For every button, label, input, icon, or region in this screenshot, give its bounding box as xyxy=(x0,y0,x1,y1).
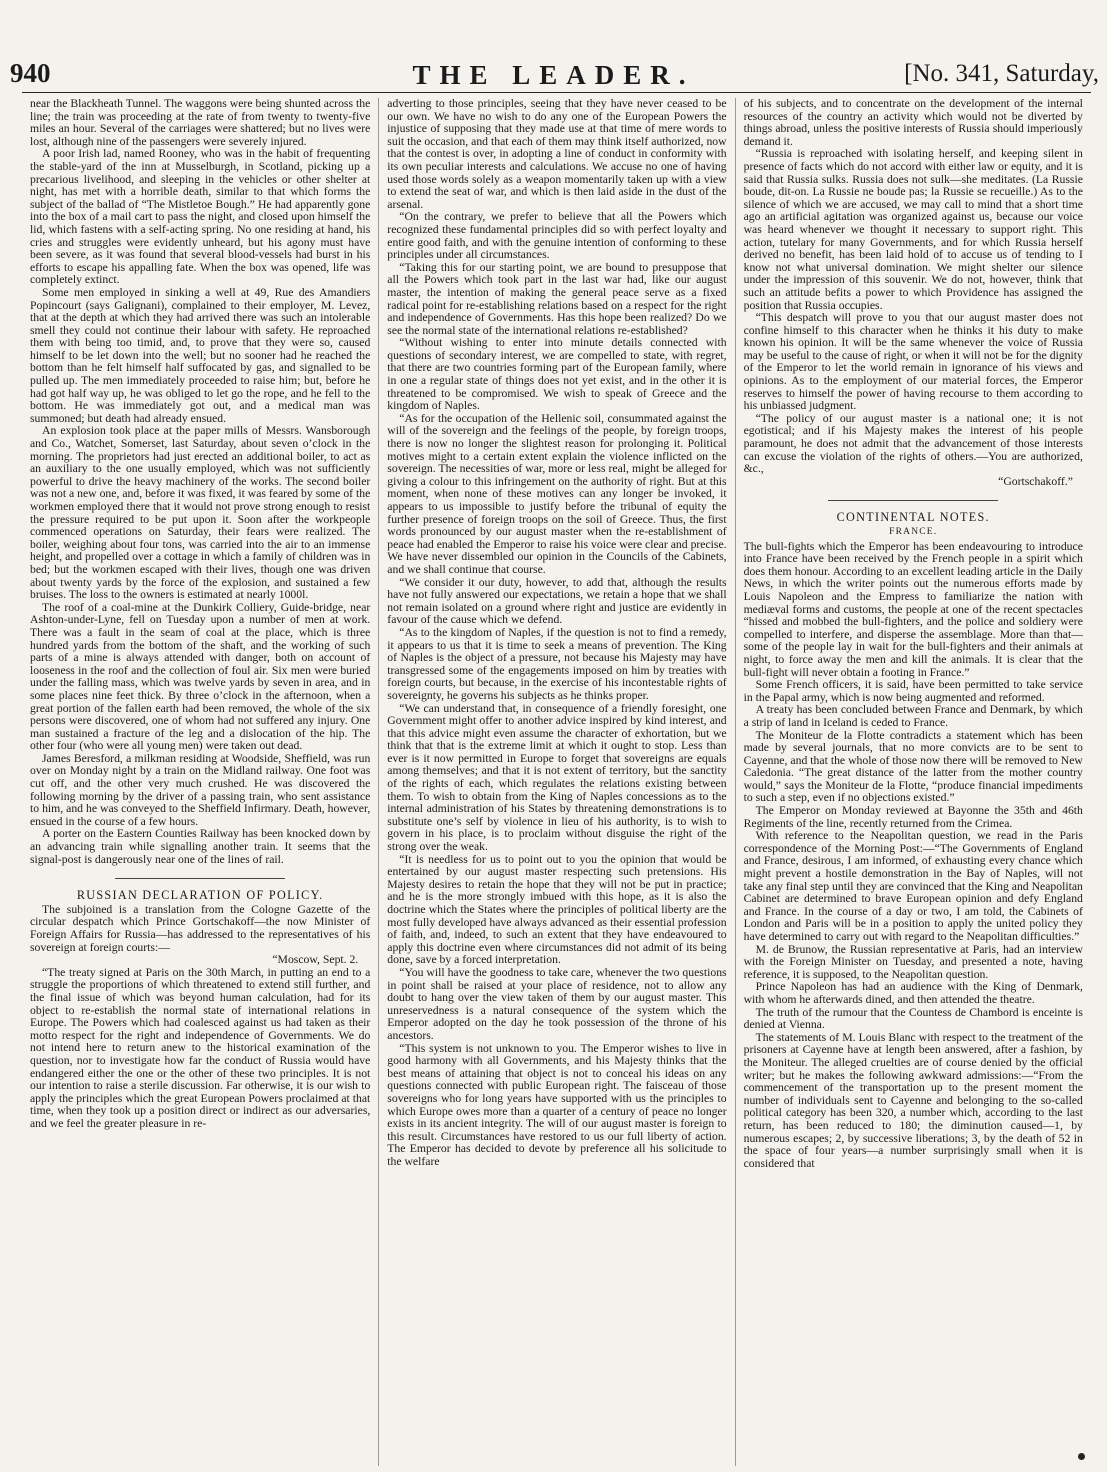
paragraph: “This system is not unknown to you. The Emperor wishes to live in good harmony with all Governments, and his Majesty thinks that the best means of attaining that object is not to conceal his ideas on any questions connected with public European right. The faisceau of those sovereigns who for long years have supported with us the principles to which Europe owes more than a quarter of a century of peace no longer exists in its ancient integrity. The will of our august master is foreign to this result. Circumstances have restored to us our full liberty of action. The Emperor has decided to devote by preference all his solicitude to the welfare xyxy=(387,1041,727,1168)
paragraph: “The treaty signed at Paris on the 30th March, in putting an end to a struggle the proportions of which threatened to extend still further, and the final issue of which was beyond human calculation, had for its object to re-establish the normal state of international relations in Europe. The Powers which had coalesced against us had taken as their motto respect for the right and independence of Governments. We do not intend here to return anew to the historical examination of the question, nor to investigate how far the conduct of Russia would have endangered either the one or the other of these two principles. It is not our intention to raise a sterile discussion. Far otherwise, it is our wish to apply the principles which the great European Powers proclaimed at that time, when they took up a position direct or indirect as our adversaries, and we feel the greater pleasure in re- xyxy=(30,965,371,1130)
paragraph: near the Blackheath Tunnel. The waggons were being shunted across the line; the train was proceeding at the rate of from twenty to twenty-five miles an hour. Several of the carriages were shattered; but no lives were lost, although nine of the passengers were severely injured. xyxy=(30,98,371,148)
paragraph: “Taking this for our starting point, we are bound to presuppose that all the Powers which took part in the last war had, like our august master, the intention of making the general peace serve as a fixed radical point for re-establishing relations based on a respect for the right and independence of Governments. Has this hope been realized? Do we see the normal state of the international relations re-established? xyxy=(387,260,727,337)
column-2 xyxy=(378,98,734,1466)
page-number: 940 xyxy=(10,58,51,88)
page-end-mark xyxy=(1078,1453,1085,1460)
section-heading: RUSSIAN DECLARATION OF POLICY. xyxy=(76,888,324,903)
paragraph: “As to the kingdom of Naples, if the question is not to find a remedy, it appears to us that it is time to seek a means of prevention. The King of Naples is the object of a pressure, not because his Majesty may have transgressed some of the engagements imposed on him by treaties with foreign courts, but because, in the exercise of his incontestable rights of sovereignty, he governs his subjects as he thinks proper. xyxy=(387,625,727,702)
paragraph: “This despatch will prove to you that our august master does not confine himself to this character when he thinks it his duty to make known his opinion. It will be the same whenever the voice of Russia may be useful to the cause of right, or when it will not be for the dignity of the Emperor to let the world remain in ignorance of his views and opinions. As to the employment of our material forces, the Emperor reserves to himself the power of having recourse to them according to his unbiassed judgment. xyxy=(743,311,1083,413)
paragraph: “On the contrary, we prefer to believe that all the Powers which recognized these fundamental principles did so with perfect loyalty and entire good faith, and with the genuine intention of conforming to these principles under all circumstances. xyxy=(387,210,727,262)
paragraph: An explosion took place at the paper mills of Messrs. Wansborough and Co., Watchet, Somerset, last Saturday, about seven o’clock in the morning. The proprietors had just erected an additional boiler, to act as an auxiliary to the one usually employed, which was not sufficiently powerful to drive the heavy machinery of the works. The second boiler was not a new one, and, before it was fixed, it was feared by some of the workmen employed there that it would not prove strong enough to resist the pressure required to be put upon it. Soon after the workpeople commenced operations on Saturday, their fears were realized. The boiler, weighing about four tons, was carried into the air to an immense height, and propelled over a cottage in which a family of children was in bed; but the workmen escaped with their lives, though one was driven about twenty yards by the force of the explosion, and sustained a few bruises. The loss to the owners is estimated at nearly 1000l. xyxy=(30,424,371,602)
issue-info: [No. 341, Saturday, xyxy=(904,60,1099,87)
paragraph: The subjoined is a translation from the Cologne Gazette of the circular despatch which Prince Gortschakoff—the now Minister of Foreign Affairs for Russia—has addressed to the representatives of his sovereign at foreign courts:— xyxy=(30,902,371,954)
paragraph: of his subjects, and to concentrate on the development of the internal resources of the country an activity which would not be diverted by things abroad, unless the positive interests of Russia should imperiously demand it. xyxy=(743,98,1083,148)
section-heading: CONTINENTAL NOTES. xyxy=(836,510,990,525)
columns xyxy=(22,98,1091,1466)
paragraph: A porter on the Eastern Counties Railway has been knocked down by an advancing train while signalling another train. It seems that the signal-post is dangerously near one of the lines of rail. xyxy=(30,827,371,866)
paragraph: The roof of a coal-mine at the Dunkirk Colliery, Guide-bridge, near Ashton-under-Lyne, fell on Tuesday upon a number of men at work. There was a fault in the seam of coal at the place, which is three hundred yards from the bottom of the shaft, and the working of such parts of a mine is always attended with danger, both on account of looseness in the roof and the collection of foul air. Six men were buried under the falling mass, which was twelve yards by seven in area, and in some places nine feet thick. By three o’clock in the afternoon, when a great portion of the fallen earth had been removed, the whole of the six persons were discovered, one of whom had not suffered any injury. One man sustained a fracture of the leg and a dislocation of the hip. The other four (who were all young men) were taken out dead. xyxy=(30,600,371,753)
paragraph: “We consider it our duty, however, to add that, although the results have not fully answered our expectations, we retain a hope that we shall not remain isolated on a ground where right and justice are evidently in favour of the cause which we defend. xyxy=(387,575,727,627)
paragraph: Prince Napoleon has had an audience with the King of Denmark, with whom he afterwards dined, and then attended the theatre. xyxy=(743,980,1083,1006)
paragraph: “Russia is reproached with isolating herself, and keeping silent in presence of facts which do not accord with either law or equity, and it is said that Russia sulks. Russia does not sulk—she meditates. (La Russie boude, dit-on. La Russie ne boude pas; la Russie se recueille.) As to the silence of which we are accused, we may call to mind that a short time ago an artificial agitation was organized against us, because our voice was heard whenever we thought it necessary to support right. This action, tutelary for many Governments, and for which Russia herself derived no benefit, has been laid hold of to accuse us of tending to I know not what universal domination. We might shelter our silence under the impression of this souvenir. We do not, however, think that such an attitude befits a power to which Providence has assigned the position that Russia occupies. xyxy=(743,147,1083,312)
header-rule xyxy=(22,92,1091,93)
paragraph: The statements of M. Louis Blanc with respect to the treatment of the prisoners at Cayenne have at length been answered, after a fashion, by the Moniteur. The alleged cruelties are of course denied by the official writer; but he makes the following awkward admissions:—“From the commencement of the transportation up to the present moment the number of individuals sent to Cayenne and belonging to the so-called political category has been 320, a number which, according to the last return, has been reduced to 180; the diminution caused—1, by numerous escapes; 2, by successive liberations; 3, by the death of 52 in the space of four years—a number surprisingly small when it is considered that xyxy=(743,1030,1083,1170)
paragraph: M. de Brunow, the Russian representative at Paris, had an interview with the Foreign Minister on Tuesday, and presented a note, having reference, it is supposed, to the Neapolitan question. xyxy=(743,942,1083,981)
section-divider xyxy=(115,878,285,879)
paragraph: “Without wishing to enter into minute details connected with questions of secondary interest, we are compelled to state, with regret, that there are two countries forming part of the European family, where in one a regular state of things does not yet exist, and in the other it is threatened to be compromised. We wish to speak of Greece and the kingdom of Naples. xyxy=(387,336,727,413)
paragraph: The Emperor on Monday reviewed at Bayonne the 35th and 46th Regiments of the line, recently returned from the Crimea. xyxy=(743,804,1083,830)
paragraph: “It is needless for us to point out to you the opinion that would be entertained by our august master respecting such pretensions. His Majesty desires to retain the hope that they will not be put in practice; and he is the more strongly imbued with this hope, as it is also the doctrine which the States where the principles of political liberty are the most fully developed have always advanced as their essential profession of faith, and, indeed, to such an extent that they have endeavoured to apply this doctrine even where circumstances did not admit of its being done, save by a forced interpretation. xyxy=(387,852,727,967)
dateline: “Moscow, Sept. 2. xyxy=(272,953,359,967)
signature: “Gortschakoff.” xyxy=(998,474,1073,488)
column-3 xyxy=(735,98,1091,1466)
paragraph: A poor Irish lad, named Rooney, who was in the habit of frequenting the stable-yard of the inn at Musselburgh, in Scotland, picking up a precarious livelihood, and sleeping in the vehicles or other shelter at night, has met with a horrible death, similar to that which forms the subject of the ballad of “The Mistletoe Bough.” He had apparently gone into the box of a mail cart to pass the night, and closed upon himself the lid, which fastens with a self-acting spring. No one residing at hand, his cries and struggles were evidently unheard, but his agony must have been severe, as it was found that several blood-vessels had burst in his efforts to escape his appalling fate. When the box was opened, life was completely extinct. xyxy=(30,147,371,287)
paragraph: Some French officers, it is said, have been permitted to take service in the Papal army, which is now being augmented and reformed. xyxy=(743,678,1083,704)
masthead-title: THE LEADER. xyxy=(412,60,695,90)
section-divider xyxy=(828,500,998,501)
paragraph: “You will have the goodness to take care, whenever the two questions in point shall be raised at your place of residence, not to allow any doubt to hang over the view taken of them by our august master. This unreservedness is a natural consequence of the system which the Emperor adopted on the day he took possession of the throne of his ancestors. xyxy=(387,965,727,1042)
paragraph: The Moniteur de la Flotte contradicts a statement which has been made by several journals, that no more convicts are to be sent to Cayenne, and that the whole of those now there will be removed to New Caledonia. “The great distance of the latter from the mother country would,” says the Moniteur de la Flotte, “produce financial impediments to such a step, even if no objections existed.” xyxy=(743,728,1083,805)
paragraph: Some men employed in sinking a well at 49, Rue des Amandiers Popincourt (says Galignani), complained to their employer, M. Levez, that at the depth at which they had arrived there was such an intolerable smell they could not continue their labour with safety. He reproached them with being too timid, and, to prove that they were so, caused himself to be let down into the well; but no sooner had he reached the bottom than he felt himself half suffocated by gas, and signalled to be pulled up. The men immediately proceeded to raise him; but, before he had got half way up, he was obliged to let go the rope, and he fell to the bottom. He was immediately got out, and a medical man was summoned; but death had already ensued. xyxy=(30,285,371,425)
paragraph: “We can understand that, in consequence of a friendly foresight, one Government might offer to another advice inspired by kind interest, and that this advice might even assume the character of exhortation, but we think that that is the extreme limit at which it ought to stop. Less than ever is it now permitted in Europe to forget that sovereigns are equals among themselves; and that it is not extent of territory, but the sanctity of the rights of each, which regulates the relations existing between them. To wish to obtain from the King of Naples concessions as to the internal administration of his States by threatening demonstrations is to substitute one’s self by violence in lieu of his authority, is to wish to govern in his place, is to proclaim without disguise the right of the strong over the weak. xyxy=(387,701,727,854)
paragraph: “The policy of our august master is a national one; it is not egotistical; and if his Majesty makes the interest of his people paramount, he does not admit that the advancement of those interests can excuse the violation of the rights of others.—You are authorized, &c., xyxy=(743,411,1083,476)
paragraph: A treaty has been concluded between France and Denmark, by which a strip of land in Iceland is ceded to France. xyxy=(743,703,1083,729)
paragraph: The bull-fights which the Emperor has been endeavouring to introduce into France have been received by the French people in a spirit which does them honour. According to an excellent leading article in the Daily News, in which the writer points out the numerous efforts made by Louis Napoleon and the Empress to familiarize the nation with mediæval forms and customs, the people at one of the recent spectacles “hissed and mobbed the bull-fighters, and the police and soldiery were compelled to interfere, and disperse the assemblage. More than that—some of the people lay in wait for the bull-fighters and their animals at night, to force away the men and kill the animals. It is clear that the bull-fight will never obtain a footing in France.” xyxy=(743,539,1083,679)
paragraph: With reference to the Neapolitan question, we read in the Paris correspondence of the Morning Post:—“The Governments of England and France, desirous, I am informed, of exhausting every chance which might prevent a hostile demonstration in the Bay of Naples, will not take any final step until they are convinced that the King and Neapolitan Cabinet are determined to brave European opinion and defy England and France. In the course of a day or two, I am told, the Cabinets of London and Paris will be in a position to apply the united policy they have determined to carry out with regard to the Neapolitan difficulties.” xyxy=(743,829,1083,943)
column-1 xyxy=(22,98,378,1466)
paragraph: The truth of the rumour that the Countess de Chambord is enceinte is denied at Vienna. xyxy=(743,1005,1083,1032)
paragraph: adverting to those principles, seeing that they have never ceased to be our own. We have no wish to do any one of the European Powers the injustice of supposing that they made use at that time of mere words to suit the occasion, and that each of them may think itself authorized, now that the contest is over, in adopting a line of conduct in conformity with its own peculiar interests and calculations. We accuse no one of having used those words solely as a weapon momentarily taken up with a view to extend the seat of war, and which is then laid aside in the dust of the arsenal. xyxy=(387,98,727,211)
paragraph: “As for the occupation of the Hellenic soil, consummated against the will of the sovereign and the feelings of the people, by foreign troops, there is now no longer the slightest reason for prolonging it. Political motives might to a certain extent explain the violence inflicted on the sovereign. The necessities of war, more or less real, might be alleged for giving a colour to this infringement on the authority of right. But at this moment, when none of these motives can any longer be invoked, it appears to us impossible to justify before the tribunal of equity the further presence of foreign troops on the soil of Greece. Thus, the first words pronounced by our august master when the re-establishment of peace had enabled the Emperor to raise his voice were clear and precise. We have never dissembled our opinion in the Councils of the Cabinets, and we shall continue that course. xyxy=(387,411,727,576)
section-subheading: FRANCE. xyxy=(889,527,938,537)
paragraph: James Beresford, a milkman residing at Woodside, Sheffield, was run over on Monday night by a train on the Midland railway. One foot was cut off, and the other very much crushed. He was discovered the following morning by the driver of a passing train, who sent assistance to him, and he was conveyed to the Sheffield Infirmary. Death, however, ensued in the course of a few hours. xyxy=(30,751,371,828)
